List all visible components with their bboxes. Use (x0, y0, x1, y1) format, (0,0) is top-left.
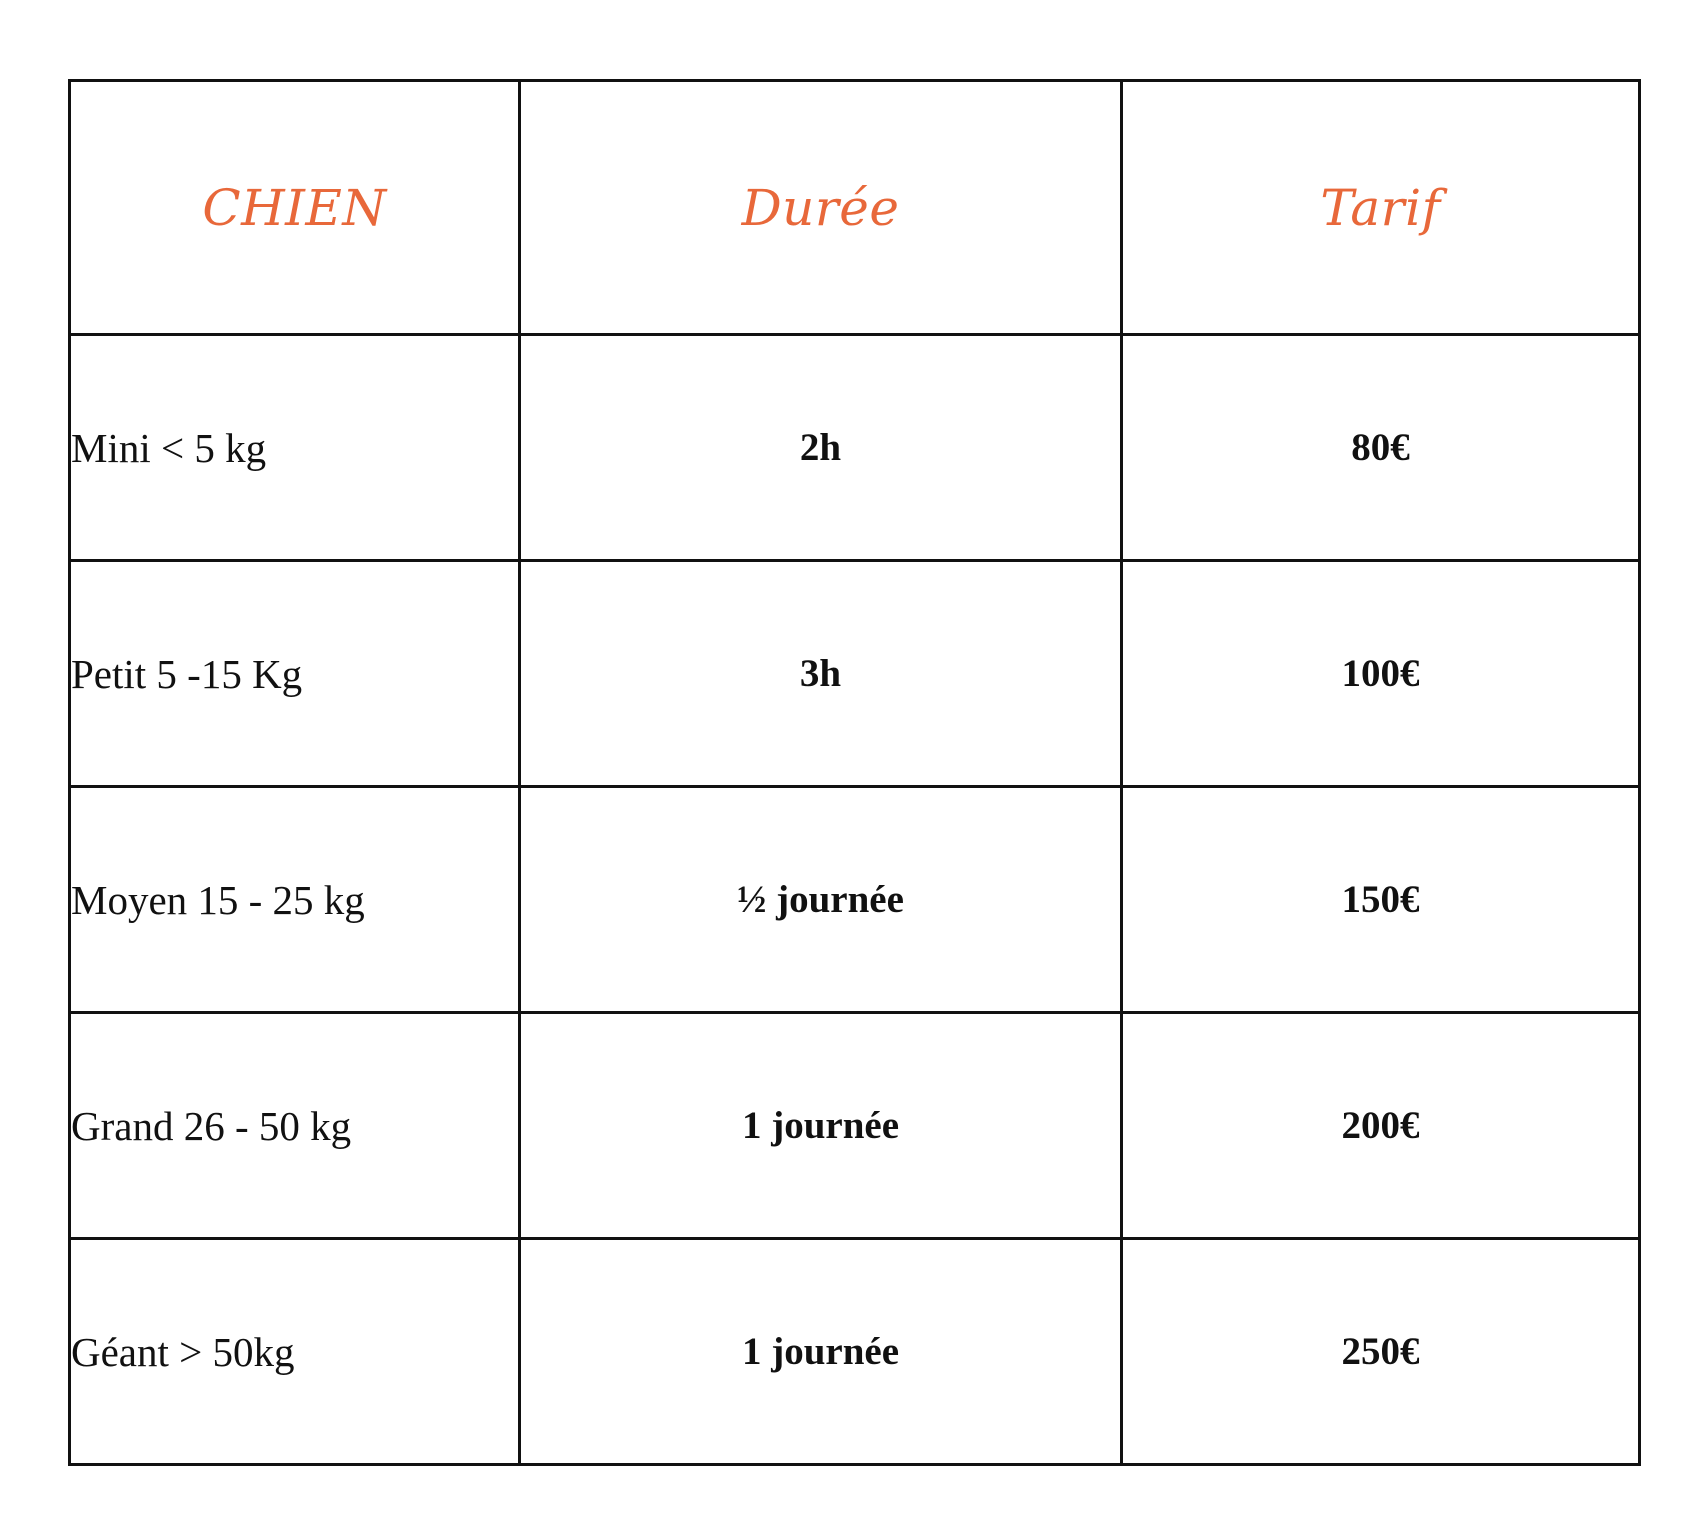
table-row (70, 561, 1640, 787)
header-duree: Durée (520, 81, 1122, 335)
duration-cell: 1 journée (520, 1239, 1122, 1465)
price-cell: 200€ (1122, 1013, 1640, 1239)
header-chien: CHIEN (70, 81, 520, 335)
table-row (70, 787, 1640, 1013)
duration-cell: ½ journée (520, 787, 1122, 1013)
dog-size-cell: Petit 5 -15 Kg (70, 561, 520, 787)
duration-cell: 2h (520, 335, 1122, 561)
header-tarif: Tarif (1122, 81, 1640, 335)
price-cell: 100€ (1122, 561, 1640, 787)
dog-size-cell: Mini < 5 kg (70, 335, 520, 561)
price-cell: 250€ (1122, 1239, 1640, 1465)
pricing-table (68, 79, 1641, 1466)
table-row (70, 1239, 1640, 1465)
dog-size-cell: Grand 26 - 50 kg (70, 1013, 520, 1239)
duration-cell: 3h (520, 561, 1122, 787)
price-cell: 150€ (1122, 787, 1640, 1013)
dog-size-cell: Géant > 50kg (70, 1239, 520, 1465)
table-row (70, 335, 1640, 561)
price-cell: 80€ (1122, 335, 1640, 561)
dog-size-cell: Moyen 15 - 25 kg (70, 787, 520, 1013)
table-header-row (70, 81, 1640, 335)
duration-cell: 1 journée (520, 1013, 1122, 1239)
table-row (70, 1013, 1640, 1239)
